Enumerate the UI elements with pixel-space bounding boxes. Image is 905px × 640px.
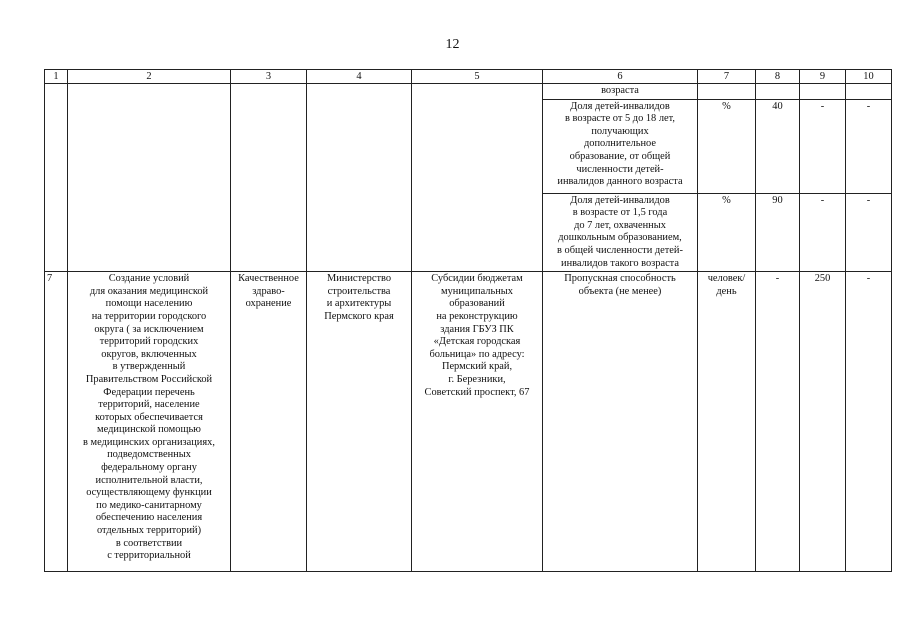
value-cell-col-8: 40	[756, 99, 800, 193]
value-cell-col-10: -	[846, 99, 892, 193]
indicator-cell-line: образование, от общей	[569, 150, 671, 162]
direction-cell	[231, 272, 307, 572]
indicator-cell-line: инвалидов такого возраста	[561, 257, 679, 269]
indicator-cell-line: до 7 лет, охваченных	[574, 219, 666, 231]
indicator-cell-line: дошкольным образованием,	[558, 232, 682, 244]
empty-cell-col-2	[68, 84, 231, 272]
event-cell	[412, 272, 543, 572]
task-name-cell-line: Федерации перечень	[103, 386, 195, 398]
header-row	[45, 70, 892, 84]
header-cell-3: 3	[231, 70, 307, 84]
task-name-cell-line: Правительством Российской	[85, 373, 213, 385]
event-cell-line: «Детская городская	[433, 336, 521, 348]
task-name-cell-line: округов, включенных	[101, 348, 197, 360]
task-name-cell-line: на территории городского	[91, 310, 207, 322]
indicator-cell-line: Доля детей-инвалидов	[570, 100, 670, 112]
empty-cell-col-5	[412, 84, 543, 272]
indicator-cell-line: инвалидов данного возраста	[557, 176, 683, 188]
indicator-cell-line: в возрасте от 5 до 18 лет,	[564, 113, 676, 125]
responsible-cell-line: Министерство	[326, 273, 392, 285]
event-cell-line: образований	[449, 298, 505, 310]
header-cell-10: 10	[846, 70, 892, 84]
task-name-cell-line: с территориальной	[107, 550, 191, 562]
event-cell-line: больница» по адресу:	[429, 348, 525, 360]
direction-cell-line: Качественное	[238, 273, 299, 285]
unit-cell-line: день	[716, 285, 737, 297]
value-cell-col-9: 250	[800, 272, 846, 572]
indicator-cell-line: Доля детей-инвалидов	[570, 194, 670, 206]
task-name-cell-line: обеспечению населения	[95, 512, 203, 524]
table-row-7	[45, 272, 892, 572]
unit-cell	[698, 84, 756, 100]
header-cell-8: 8	[756, 70, 800, 84]
indicator-cell-line: в общей численности детей-	[557, 244, 683, 256]
header-cell-1: 1	[45, 70, 68, 84]
value-cell-col-8: 90	[756, 193, 800, 272]
event-cell-line: г. Березники,	[448, 373, 506, 385]
event-cell-line: здания ГБУЗ ПК	[440, 323, 514, 335]
task-name-cell-line: округа ( за исключением	[94, 323, 204, 335]
responsible-cell-line: строительства	[327, 285, 391, 297]
event-cell-line: Пермский край,	[441, 361, 513, 373]
value-cell-col-8	[756, 84, 800, 100]
empty-cell-col-4	[307, 84, 412, 272]
header-cell-2: 2	[68, 70, 231, 84]
page-number: 12	[445, 37, 460, 52]
row-number-cell: 7	[45, 272, 68, 572]
header-cell-4: 4	[307, 70, 412, 84]
task-name-cell-line: исполнительной власти,	[95, 474, 203, 486]
value-cell-col-10: -	[846, 193, 892, 272]
empty-cell-col-3	[231, 84, 307, 272]
task-name-cell-line: территорий, население	[98, 399, 200, 411]
value-cell-col-8: -	[756, 272, 800, 572]
header-cell-9: 9	[800, 70, 846, 84]
responsible-cell-line: Пермского края	[324, 310, 394, 322]
indicator-cell	[543, 99, 698, 193]
value-cell-col-9: -	[800, 193, 846, 272]
header-cell-7: 7	[698, 70, 756, 84]
indicator-cell-line: получающих	[591, 125, 649, 137]
task-name-cell-line: в соответствии	[115, 537, 183, 549]
task-name-cell-line: медицинской помощью	[97, 424, 201, 436]
indicator-cell-line: возраста	[601, 85, 639, 96]
empty-cell-col-1	[45, 84, 68, 272]
indicator-cell-line: численности детей-	[576, 163, 664, 175]
task-name-cell-line: Создание условий	[108, 273, 190, 285]
value-cell-col-9: -	[800, 99, 846, 193]
task-name-cell-line: в утвержденный	[112, 361, 186, 373]
indicator-cell-line: в возрасте от 1,5 года	[572, 207, 668, 219]
value-cell-col-10: -	[846, 272, 892, 572]
task-name-cell-line: подведомственных	[107, 449, 191, 461]
indicator-cell-line: дополнительное	[584, 138, 656, 150]
program-table	[44, 69, 892, 572]
unit-cell: %	[698, 193, 756, 272]
responsible-cell-line: и архитектуры	[326, 298, 392, 310]
value-cell-col-9	[800, 84, 846, 100]
task-name-cell-line: в медицинских организациях,	[83, 436, 215, 448]
direction-cell-line: здраво-	[252, 285, 285, 297]
value-cell-col-10	[846, 84, 892, 100]
indicator-cell	[543, 84, 698, 100]
header-cell-5: 5	[412, 70, 543, 84]
task-name-cell-line: помощи населению	[105, 298, 193, 310]
indicator-cell-line: Пропускная способность	[564, 273, 676, 285]
direction-cell-line: охранение	[245, 298, 292, 310]
task-name-cell-line: для оказания медицинской	[89, 285, 209, 297]
task-name-cell-line: отдельных территорий)	[96, 525, 202, 537]
event-cell-line: на реконструкцию	[436, 310, 518, 322]
event-cell-line: Субсидии бюджетам	[431, 273, 523, 285]
header-cell-6: 6	[543, 70, 698, 84]
event-cell-line: Советский проспект, 67	[424, 386, 530, 398]
unit-cell-line: человек/	[707, 273, 746, 285]
task-name-cell-line: федеральному органу	[101, 462, 197, 474]
responsible-cell	[307, 272, 412, 572]
continuation-row	[45, 84, 892, 100]
unit-cell	[698, 272, 756, 572]
event-cell-line: муниципальных	[441, 285, 513, 297]
task-name-cell-line: осуществляющему функции	[86, 487, 212, 499]
task-name-cell-line: территорий городских	[99, 336, 199, 348]
indicator-cell	[543, 193, 698, 272]
unit-cell: %	[698, 99, 756, 193]
indicator-cell-line: объекта (не менее)	[578, 285, 662, 297]
task-name-cell-line: по медико-санитарному	[96, 499, 202, 511]
task-name-cell	[68, 272, 231, 572]
task-name-cell-line: которых обеспечивается	[95, 411, 203, 423]
indicator-cell	[543, 272, 698, 572]
